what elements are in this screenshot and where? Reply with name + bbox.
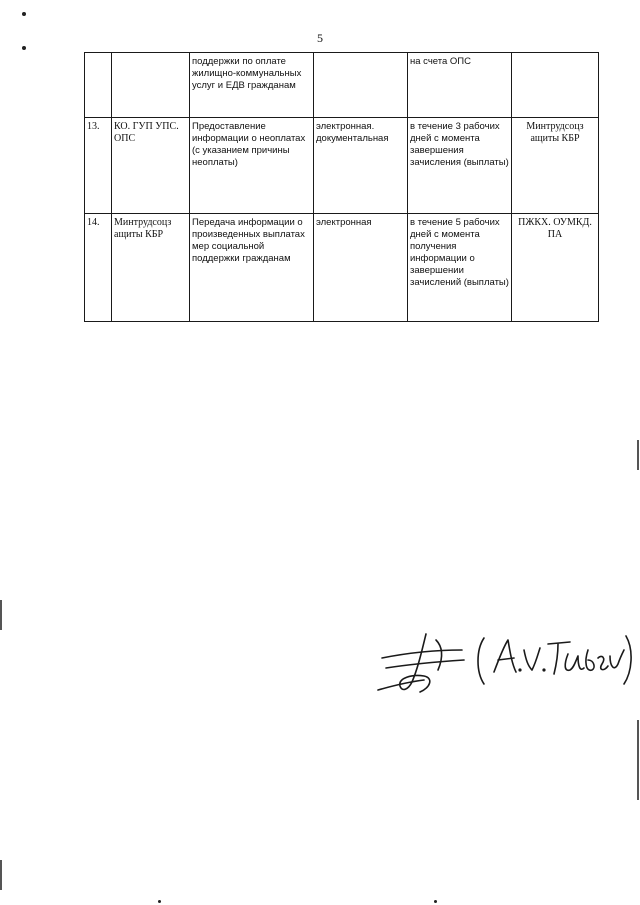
form-cell: электронная bbox=[314, 214, 408, 322]
scan-dot bbox=[22, 46, 26, 50]
page-number: 5 bbox=[317, 31, 323, 45]
scan-edge-mark bbox=[637, 720, 639, 800]
document-table bbox=[84, 52, 599, 322]
scan-edge-mark bbox=[0, 600, 2, 630]
row-number-cell bbox=[85, 53, 112, 118]
recipient-cell: ПЖКХ. ОУМКД. ПА bbox=[512, 214, 599, 322]
scan-dot bbox=[22, 12, 26, 16]
content-cell: поддержки по оплате жилищно-коммунальных услуг и ЕДВ гражданам bbox=[190, 53, 314, 118]
content-cell: Передача информации о произведенных выплатах мер социальной поддержки гражданам bbox=[190, 214, 314, 322]
signature-icon bbox=[372, 620, 632, 710]
table-row bbox=[85, 53, 599, 118]
recipient-cell: Минтрудсоцз ащиты КБР bbox=[512, 118, 599, 214]
recipient-cell bbox=[512, 53, 599, 118]
scan-edge-mark bbox=[0, 860, 2, 890]
form-cell bbox=[314, 53, 408, 118]
row-number-cell: 14. bbox=[85, 214, 112, 322]
form-cell: электронная. документальная bbox=[314, 118, 408, 214]
participant-cell: КО. ГУП УПС. ОПС bbox=[112, 118, 190, 214]
term-cell: на счета ОПС bbox=[408, 53, 512, 118]
participant-cell bbox=[112, 53, 190, 118]
participant-cell: Минтрудсоцз ащиты КБР bbox=[112, 214, 190, 322]
scan-dot bbox=[434, 900, 437, 903]
term-cell: в течение 5 рабочих дней с момента получения информации о завершении зачислений (выплаты) bbox=[408, 214, 512, 322]
table-row bbox=[85, 214, 599, 322]
table-row bbox=[85, 118, 599, 214]
scan-edge-mark bbox=[637, 440, 639, 470]
row-number-cell: 13. bbox=[85, 118, 112, 214]
content-cell: Предоставление информации о неоплатах (с указанием причины неоплаты) bbox=[190, 118, 314, 214]
term-cell: в течение 3 рабочих дней с момента завершения зачисления (выплаты) bbox=[408, 118, 512, 214]
scan-dot bbox=[158, 900, 161, 903]
